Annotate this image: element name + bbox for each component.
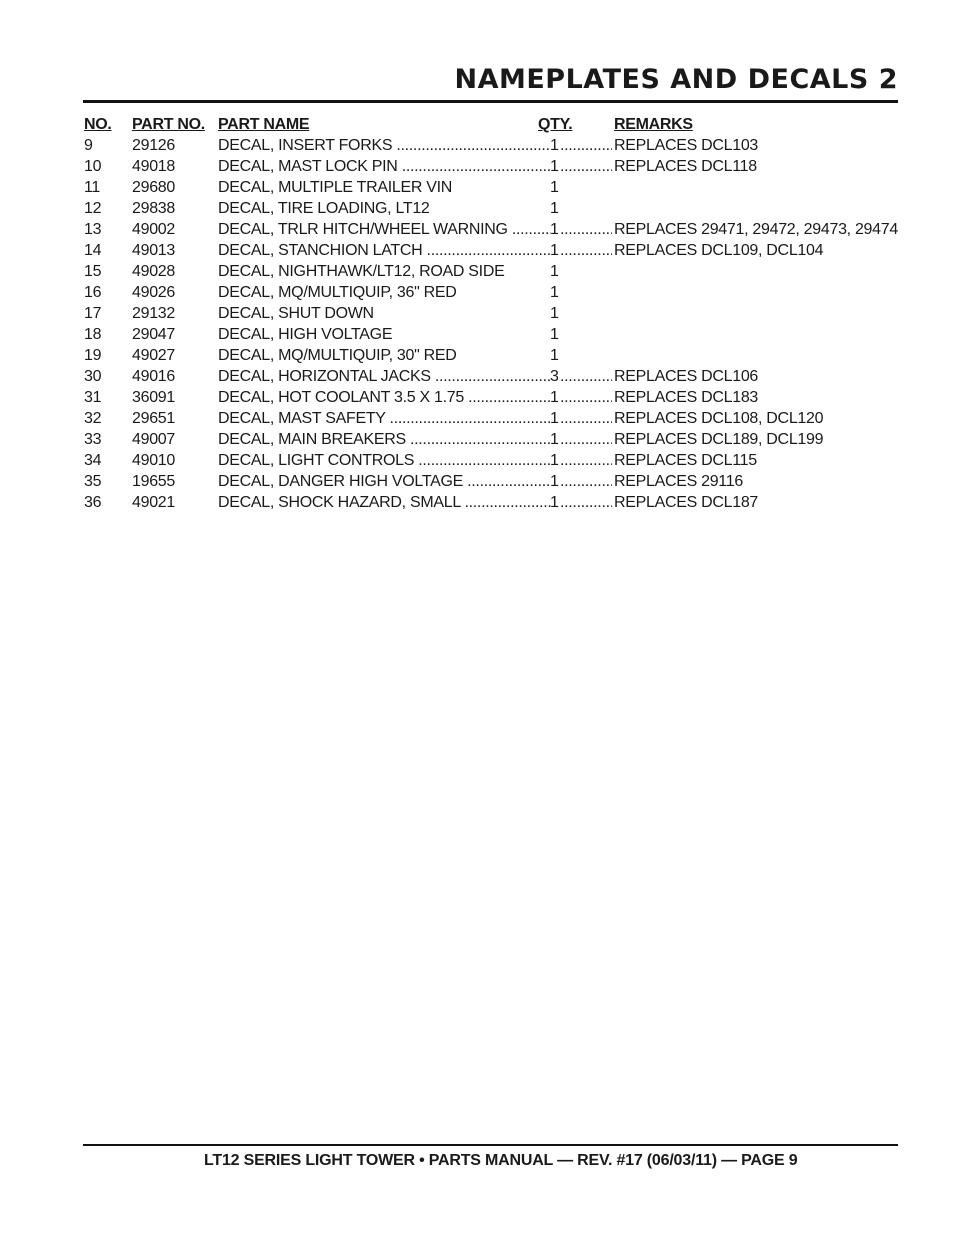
row-qty: 1 — [550, 494, 559, 511]
row-no: 19 — [84, 347, 102, 364]
table-row — [84, 261, 904, 282]
table-row — [84, 156, 904, 177]
header-no: NO. — [84, 116, 112, 133]
row-part-name: DECAL, MULTIPLE TRAILER VIN — [218, 179, 453, 196]
table-row — [84, 429, 904, 450]
page-title: NAMEPLATES AND DECALS 2 — [454, 64, 898, 95]
row-no: 35 — [84, 473, 102, 490]
row-part-no: 29132 — [132, 305, 175, 322]
table-header — [84, 114, 904, 135]
row-part-no: 49026 — [132, 284, 175, 301]
row-part-name: DECAL, SHOCK HAZARD, SMALL ..... — [218, 492, 551, 513]
row-part-no: 19655 — [132, 473, 175, 490]
row-remarks: REPLACES DCL108, DCL120 — [614, 410, 824, 427]
row-part-no: 49018 — [132, 158, 175, 175]
header-remarks: REMARKS — [614, 116, 693, 133]
row-qty: 1 — [550, 305, 559, 322]
row-no: 18 — [84, 326, 102, 343]
row-no: 34 — [84, 452, 102, 469]
qty-leader-dots — [560, 408, 612, 429]
table-row — [84, 303, 904, 324]
row-part-name: DECAL, LIGHT CONTROLS ..... — [218, 450, 551, 471]
qty-leader-dots — [560, 219, 612, 240]
row-remarks: REPLACES 29471, 29472, 29473, 29474 — [614, 221, 898, 238]
row-qty: 1 — [550, 158, 559, 175]
row-qty: 1 — [550, 284, 559, 301]
row-part-no: 29838 — [132, 200, 175, 217]
row-remarks: REPLACES DCL187 — [614, 494, 759, 511]
row-no: 31 — [84, 389, 102, 406]
row-part-no: 49013 — [132, 242, 175, 259]
row-qty: 1 — [550, 473, 559, 490]
qty-leader-dots — [560, 240, 612, 261]
row-part-no: 49002 — [132, 221, 175, 238]
header-part-no: PART NO. — [132, 116, 205, 133]
row-part-name: DECAL, MAST SAFETY ..... — [218, 408, 551, 429]
qty-leader-dots — [560, 429, 612, 450]
row-part-no: 36091 — [132, 389, 175, 406]
qty-leader-dots — [560, 450, 612, 471]
row-part-name: DECAL, TIRE LOADING, LT12 — [218, 200, 430, 217]
row-remarks: REPLACES DCL115 — [614, 452, 757, 469]
row-part-name: DECAL, MAST LOCK PIN ..... — [218, 156, 551, 177]
row-no: 16 — [84, 284, 102, 301]
row-qty: 1 — [550, 452, 559, 469]
row-qty: 1 — [550, 347, 559, 364]
row-part-no: 29680 — [132, 179, 175, 196]
row-remarks: REPLACES DCL118 — [614, 158, 757, 175]
table-row — [84, 492, 904, 513]
table-row — [84, 177, 904, 198]
row-part-name: DECAL, INSERT FORKS ..... — [218, 135, 551, 156]
row-no: 33 — [84, 431, 102, 448]
table-row — [84, 366, 904, 387]
table-row — [84, 387, 904, 408]
row-no: 32 — [84, 410, 102, 427]
row-part-no: 49007 — [132, 431, 175, 448]
row-qty: 3 — [550, 368, 559, 385]
row-no: 36 — [84, 494, 102, 511]
row-part-no: 29126 — [132, 137, 175, 154]
row-no: 17 — [84, 305, 102, 322]
row-part-name: DECAL, STANCHION LATCH ..... — [218, 240, 551, 261]
footer-rule — [83, 1144, 898, 1146]
row-part-name: DECAL, DANGER HIGH VOLTAGE ..... — [218, 471, 551, 492]
row-qty: 1 — [550, 200, 559, 217]
row-remarks: REPLACES DCL109, DCL104 — [614, 242, 824, 259]
row-part-name: DECAL, HOT COOLANT 3.5 X 1.75 ..... — [218, 387, 551, 408]
row-part-no: 49016 — [132, 368, 175, 385]
row-qty: 1 — [550, 389, 559, 406]
table-row — [84, 240, 904, 261]
row-no: 13 — [84, 221, 102, 238]
row-part-name: DECAL, MAIN BREAKERS ..... — [218, 429, 551, 450]
row-qty: 1 — [550, 431, 559, 448]
parts-table — [84, 114, 904, 513]
row-qty: 1 — [550, 326, 559, 343]
row-part-name: DECAL, SHUT DOWN — [218, 305, 374, 322]
table-body — [84, 135, 904, 513]
row-no: 9 — [84, 137, 93, 154]
row-qty: 1 — [550, 242, 559, 259]
table-row — [84, 450, 904, 471]
qty-leader-dots — [560, 135, 612, 156]
qty-leader-dots — [560, 156, 612, 177]
table-row — [84, 345, 904, 366]
row-no: 15 — [84, 263, 102, 280]
row-part-no: 49027 — [132, 347, 175, 364]
row-remarks: REPLACES DCL183 — [614, 389, 759, 406]
table-row — [84, 282, 904, 303]
table-row — [84, 198, 904, 219]
table-row — [84, 324, 904, 345]
table-row — [84, 135, 904, 156]
table-row — [84, 471, 904, 492]
qty-leader-dots — [560, 366, 612, 387]
row-part-name: DECAL, MQ/MULTIQUIP, 36" RED — [218, 284, 457, 301]
row-qty: 1 — [550, 263, 559, 280]
row-part-no: 29651 — [132, 410, 175, 427]
header-rule — [83, 100, 898, 103]
row-part-name: DECAL, MQ/MULTIQUIP, 30" RED — [218, 347, 457, 364]
row-qty: 1 — [550, 221, 559, 238]
table-row — [84, 408, 904, 429]
qty-leader-dots — [560, 387, 612, 408]
qty-leader-dots — [560, 471, 612, 492]
row-part-no: 49010 — [132, 452, 175, 469]
header-part-name: PART NAME — [218, 116, 310, 133]
row-part-name: DECAL, HORIZONTAL JACKS ..... — [218, 366, 551, 387]
row-part-no: 29047 — [132, 326, 175, 343]
row-part-name: DECAL, NIGHTHAWK/LT12, ROAD SIDE — [218, 263, 505, 280]
row-part-no: 49028 — [132, 263, 175, 280]
qty-leader-dots — [560, 492, 612, 513]
row-no: 30 — [84, 368, 102, 385]
row-no: 12 — [84, 200, 102, 217]
row-remarks: REPLACES DCL103 — [614, 137, 759, 154]
table-row — [84, 219, 904, 240]
row-remarks: REPLACES DCL106 — [614, 368, 759, 385]
row-qty: 1 — [550, 410, 559, 427]
row-no: 10 — [84, 158, 102, 175]
page-footer: LT12 SERIES LIGHT TOWER • PARTS MANUAL — REV. #17 (06/03/11) — PAGE 9 — [204, 1152, 798, 1169]
row-qty: 1 — [550, 137, 559, 154]
header-qty: QTY. — [538, 116, 573, 133]
row-no: 14 — [84, 242, 102, 259]
row-qty: 1 — [550, 179, 559, 196]
row-remarks: REPLACES DCL189, DCL199 — [614, 431, 824, 448]
row-part-name: DECAL, HIGH VOLTAGE — [218, 326, 393, 343]
row-part-no: 49021 — [132, 494, 175, 511]
row-part-name: DECAL, TRLR HITCH/WHEEL WARNING ..... — [218, 219, 551, 240]
row-no: 11 — [84, 179, 101, 196]
row-remarks: REPLACES 29116 — [614, 473, 743, 490]
